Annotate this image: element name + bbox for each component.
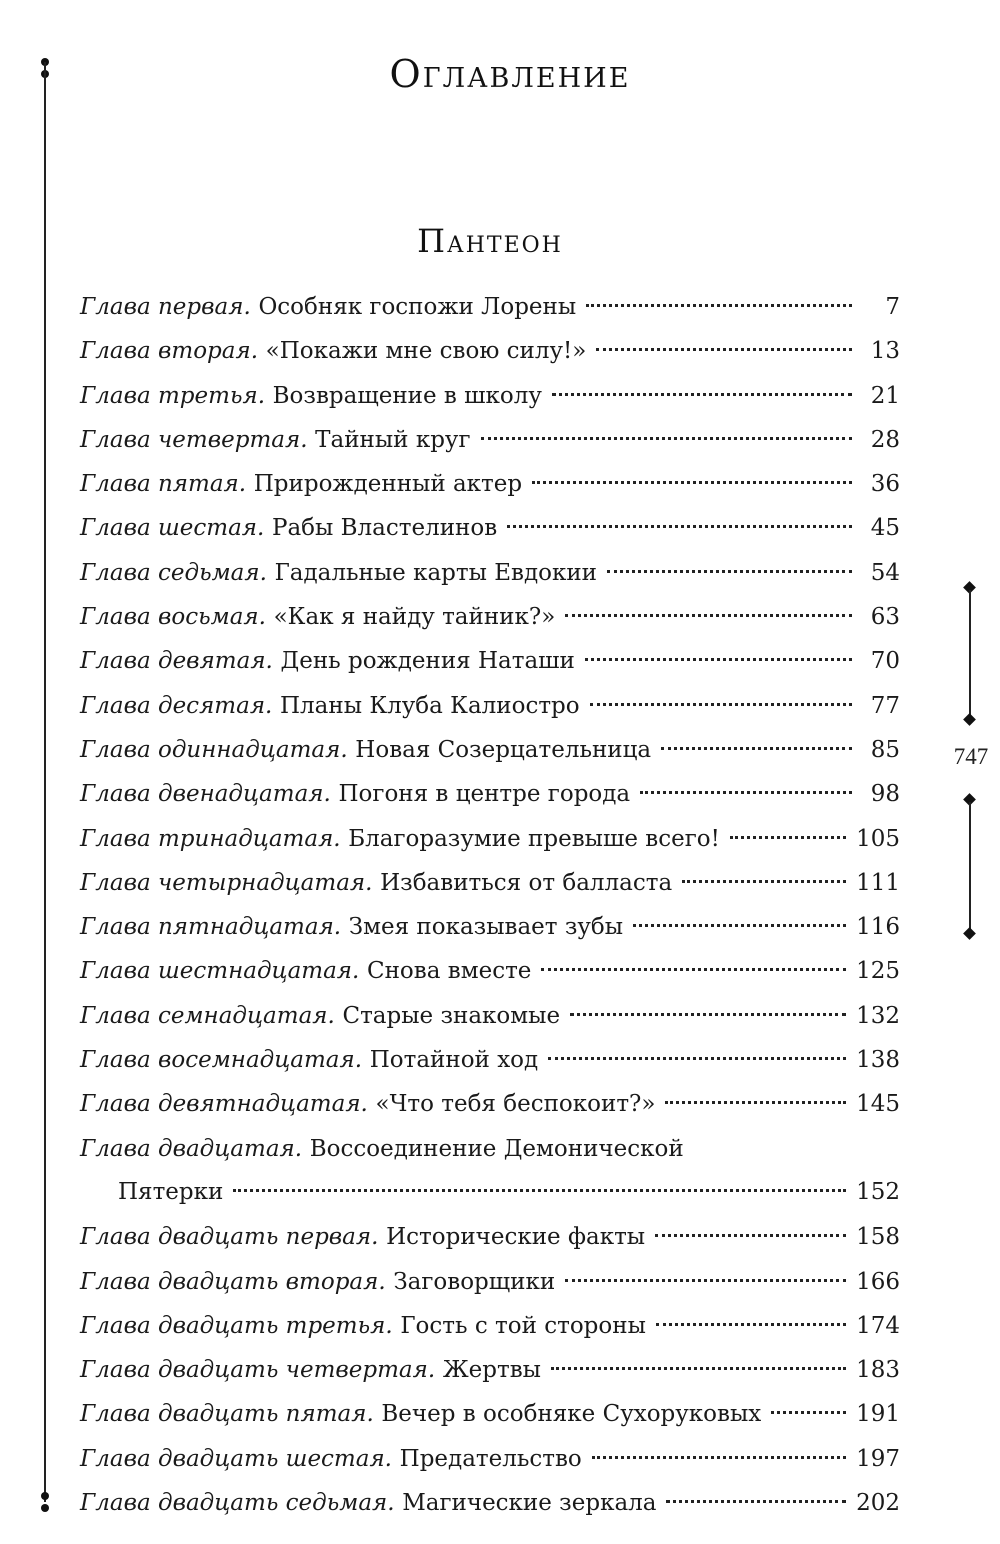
chapter-label: Глава четвертая. bbox=[80, 426, 308, 453]
chapter-label: Глава десятая. bbox=[80, 692, 273, 719]
chapter-label: Глава тринадцатая. bbox=[80, 825, 341, 852]
chapter-page-number: 191 bbox=[856, 1401, 900, 1428]
toc-entry bbox=[80, 1081, 900, 1125]
toc-entry bbox=[80, 417, 900, 461]
chapter-label: Глава пятнадцатая. bbox=[80, 914, 342, 941]
chapter-label: Глава двадцать третья. bbox=[80, 1312, 393, 1339]
chapter-label: Глава четырнадцатая. bbox=[80, 869, 373, 896]
chapter-page-number: 174 bbox=[856, 1312, 900, 1339]
toc-entry bbox=[80, 683, 900, 727]
chapter-page-number: 70 bbox=[870, 648, 900, 675]
left-ornamental-rule bbox=[44, 62, 46, 1502]
chapter-title: Старые знакомые bbox=[342, 1002, 561, 1029]
chapter-page-number: 145 bbox=[856, 1091, 900, 1118]
dot-leader bbox=[585, 658, 852, 661]
chapter-title: «Что тебя беспокоит?» bbox=[375, 1091, 656, 1118]
chapter-page-number: 85 bbox=[870, 736, 900, 763]
dot-leader bbox=[541, 968, 846, 971]
toc-entry bbox=[80, 1259, 900, 1303]
dot-leader bbox=[730, 836, 846, 839]
chapter-page-number: 152 bbox=[856, 1178, 900, 1205]
chapter-label: Глава двадцать шестая. bbox=[80, 1445, 392, 1472]
chapter-label: Глава девятая. bbox=[80, 648, 273, 675]
dot-leader bbox=[548, 1057, 846, 1060]
dot-leader bbox=[640, 791, 852, 794]
right-rule-diamond-2 bbox=[963, 713, 976, 726]
chapter-page-number: 45 bbox=[870, 515, 900, 542]
part-heading: Пантеон bbox=[417, 222, 563, 260]
toc-entry bbox=[80, 816, 900, 860]
chapter-label: Глава двадцать четвертая. bbox=[80, 1357, 436, 1384]
chapter-page-number: 77 bbox=[870, 692, 900, 719]
dot-leader bbox=[655, 1234, 846, 1237]
toc-entry bbox=[80, 594, 900, 638]
dot-leader bbox=[233, 1189, 846, 1192]
chapter-page-number: 138 bbox=[856, 1047, 900, 1074]
chapter-page-number: 158 bbox=[856, 1224, 900, 1251]
chapter-label: Глава двенадцатая. bbox=[80, 781, 331, 808]
chapter-page-number: 63 bbox=[870, 604, 900, 631]
chapter-page-number: 54 bbox=[870, 559, 900, 586]
dot-leader bbox=[507, 525, 852, 528]
chapter-page-number: 28 bbox=[870, 426, 900, 453]
chapter-page-number: 13 bbox=[870, 338, 900, 365]
right-ornamental-rule-lower bbox=[969, 802, 971, 932]
chapter-title-continuation: Пятерки bbox=[118, 1178, 224, 1205]
chapter-page-number: 166 bbox=[856, 1268, 900, 1295]
chapter-label: Глава пятая. bbox=[80, 471, 247, 498]
left-rule-bottom-dot bbox=[41, 1492, 49, 1500]
chapter-title: Новая Созерцательница bbox=[355, 736, 652, 763]
dot-leader bbox=[552, 393, 852, 396]
chapter-label: Глава восьмая. bbox=[80, 604, 266, 631]
toc-entry bbox=[80, 461, 900, 505]
toc-entry-continuation bbox=[80, 1170, 900, 1214]
chapter-page-number: 197 bbox=[856, 1445, 900, 1472]
chapter-page-number: 183 bbox=[856, 1357, 900, 1384]
chapter-title: Планы Клуба Калиостро bbox=[280, 692, 580, 719]
chapter-page-number: 202 bbox=[856, 1490, 900, 1517]
dot-leader bbox=[771, 1411, 846, 1414]
chapter-label: Глава первая. bbox=[80, 294, 251, 320]
dot-leader bbox=[551, 1367, 846, 1370]
contents-heading: Оглавление bbox=[389, 52, 631, 96]
chapter-page-number: 105 bbox=[856, 825, 900, 852]
toc-entry bbox=[80, 1391, 900, 1435]
dot-leader bbox=[565, 614, 852, 617]
chapter-label: Глава двадцать пятая. bbox=[80, 1401, 374, 1428]
toc-entry bbox=[80, 1037, 900, 1081]
table-of-contents bbox=[80, 284, 900, 1524]
toc-entry bbox=[80, 1126, 900, 1170]
chapter-page-number: 116 bbox=[856, 914, 900, 941]
dot-leader bbox=[607, 570, 852, 573]
chapter-title: Магические зеркала bbox=[402, 1490, 657, 1517]
dot-leader bbox=[590, 703, 852, 706]
chapter-label: Глава одиннадцатая. bbox=[80, 736, 348, 763]
dot-leader bbox=[682, 880, 846, 883]
chapter-label: Глава седьмая. bbox=[80, 559, 267, 586]
toc-entry bbox=[80, 1347, 900, 1391]
chapter-title: Погоня в центре города bbox=[338, 781, 631, 808]
toc-entry bbox=[80, 328, 900, 372]
toc-entry bbox=[80, 904, 900, 948]
chapter-title: Вечер в особняке Сухоруковых bbox=[381, 1401, 762, 1428]
toc-entry bbox=[80, 948, 900, 992]
toc-entry bbox=[80, 993, 900, 1037]
dot-leader bbox=[565, 1279, 846, 1282]
chapter-title: Возвращение в школу bbox=[272, 382, 542, 409]
chapter-title: Гадальные карты Евдокии bbox=[274, 559, 598, 586]
dot-leader bbox=[586, 304, 852, 307]
toc-entry bbox=[80, 1214, 900, 1258]
chapter-page-number: 132 bbox=[856, 1002, 900, 1029]
page-number: 747 bbox=[953, 744, 989, 769]
toc-entry bbox=[80, 1303, 900, 1347]
toc-entry bbox=[80, 638, 900, 682]
chapter-title: День рождения Наташи bbox=[280, 648, 575, 675]
dot-leader bbox=[532, 481, 852, 484]
dot-leader bbox=[596, 348, 852, 351]
chapter-label: Глава двадцать вторая. bbox=[80, 1268, 386, 1295]
chapter-title: Особняк госпожи Лорены bbox=[258, 294, 577, 320]
chapter-label: Глава восемнадцатая. bbox=[80, 1047, 363, 1074]
chapter-label: Глава шестнадцатая. bbox=[80, 958, 360, 985]
dot-leader bbox=[570, 1013, 846, 1016]
chapter-page-number: 36 bbox=[870, 471, 900, 498]
chapter-title: Потайной ход bbox=[369, 1047, 539, 1074]
right-rule-diamond-4 bbox=[963, 927, 976, 940]
chapter-label: Глава третья. bbox=[80, 382, 266, 409]
chapter-title: Предательство bbox=[399, 1445, 582, 1472]
toc-entry bbox=[80, 727, 900, 771]
chapter-title: Благоразумие превыше всего! bbox=[348, 825, 720, 852]
chapter-title: Снова вместе bbox=[367, 958, 532, 985]
dot-leader bbox=[633, 924, 846, 927]
toc-entry bbox=[80, 373, 900, 417]
chapter-page-number: 111 bbox=[856, 869, 900, 896]
chapter-title: Исторические факты bbox=[386, 1224, 646, 1251]
chapter-label: Глава вторая. bbox=[80, 338, 259, 365]
chapter-label: Глава двадцатая. bbox=[80, 1135, 303, 1162]
chapter-title: Избавиться от балласта bbox=[380, 869, 673, 896]
toc-entry bbox=[80, 1436, 900, 1480]
chapter-title: Жертвы bbox=[442, 1357, 541, 1384]
chapter-label: Глава шестая. bbox=[80, 515, 265, 542]
toc-entry bbox=[80, 860, 900, 904]
dot-leader bbox=[656, 1323, 846, 1326]
dot-leader bbox=[661, 747, 852, 750]
chapter-page-number: 7 bbox=[885, 294, 900, 320]
toc-entry bbox=[80, 505, 900, 549]
chapter-label: Глава девятнадцатая. bbox=[80, 1091, 368, 1118]
dot-leader bbox=[481, 437, 853, 440]
chapter-page-number: 21 bbox=[870, 382, 900, 409]
toc-entry bbox=[80, 771, 900, 815]
chapter-title: «Покажи мне свою силу!» bbox=[265, 338, 587, 365]
chapter-title: Змея показывает зубы bbox=[348, 914, 624, 941]
chapter-title: Воссоединение Демонической bbox=[309, 1135, 684, 1162]
chapter-title: Тайный круг bbox=[315, 426, 471, 453]
chapter-title: «Как я найду тайник?» bbox=[273, 604, 556, 631]
chapter-title: Прирожденный актер bbox=[253, 471, 523, 498]
chapter-title: Рабы Властелинов bbox=[271, 515, 498, 542]
dot-leader bbox=[665, 1101, 846, 1104]
chapter-title: Гость с той стороны bbox=[400, 1312, 646, 1339]
chapter-label: Глава семнадцатая. bbox=[80, 1002, 335, 1029]
chapter-page-number: 125 bbox=[856, 958, 900, 985]
dot-leader bbox=[592, 1456, 846, 1459]
toc-entry bbox=[80, 284, 900, 328]
chapter-label: Глава двадцать седьмая. bbox=[80, 1490, 395, 1517]
chapter-label: Глава двадцать первая. bbox=[80, 1224, 379, 1251]
toc-entry bbox=[80, 550, 900, 594]
dot-leader bbox=[666, 1500, 846, 1503]
toc-entry bbox=[80, 1480, 900, 1524]
chapter-page-number: 98 bbox=[870, 781, 900, 808]
left-rule-bottom-dot-2 bbox=[41, 1504, 49, 1512]
chapter-title: Заговорщики bbox=[393, 1268, 556, 1295]
right-ornamental-rule-upper bbox=[969, 590, 971, 718]
